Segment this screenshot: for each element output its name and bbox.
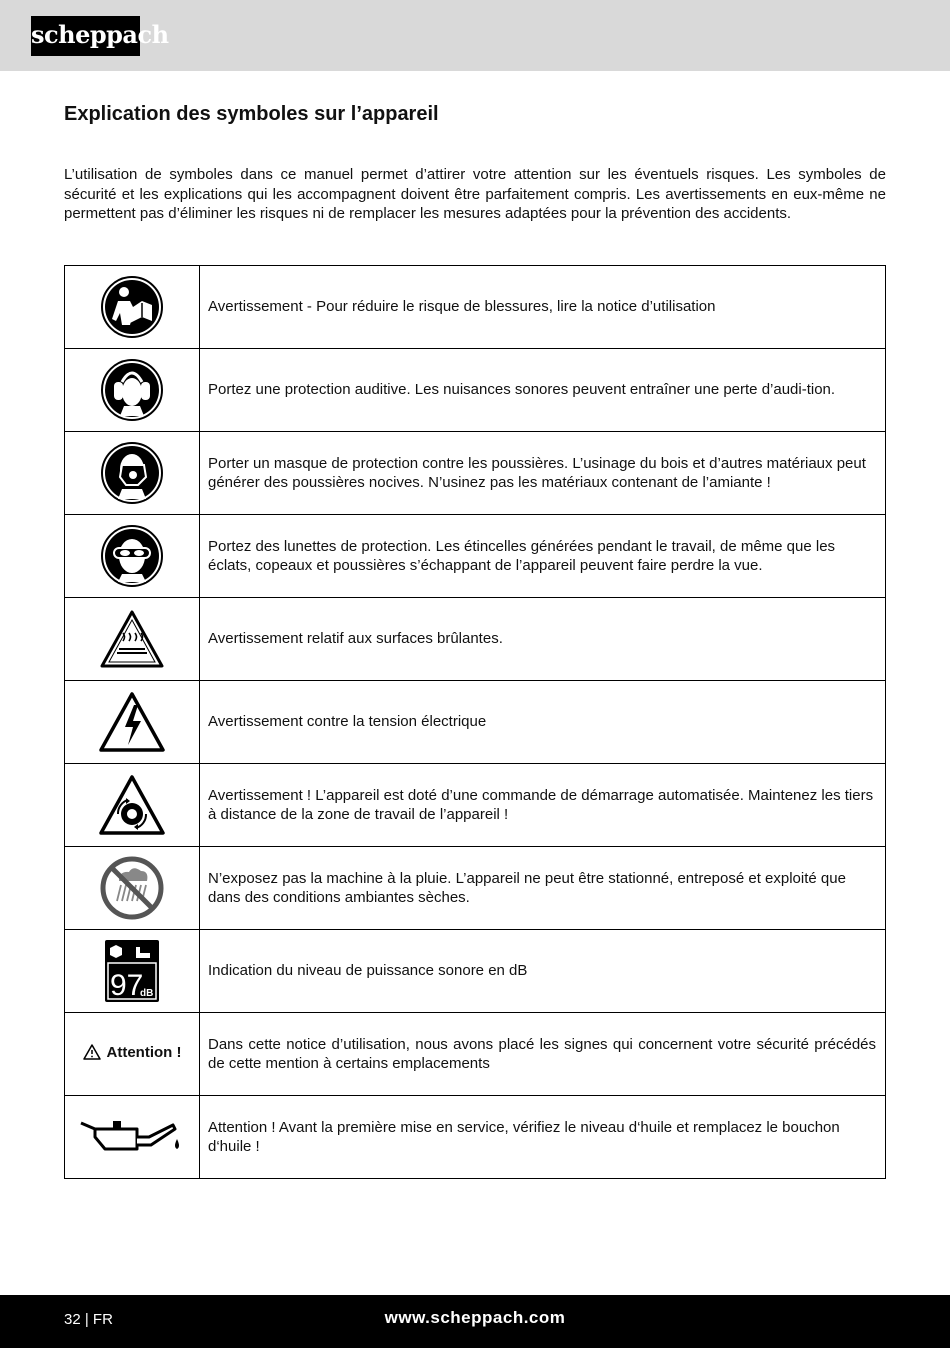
symbol-description: N’exposez pas la machine à la pluie. L’appareil ne peut être stationné, entreposé et exploité que dans des conditions ambiantes sèches. <box>200 847 886 930</box>
icon-cell <box>65 764 200 847</box>
symbol-row <box>65 847 886 930</box>
symbol-description: Dans cette notice d’utilisation, nous avons placé les signes qui concernent votre sécurité précédés de cette mention à certains emplacements <box>200 1013 886 1096</box>
ear-protection-icon <box>65 358 199 422</box>
symbol-row <box>65 1013 886 1096</box>
hot-surface-warning-icon <box>65 609 199 669</box>
symbol-description: Avertissement relatif aux surfaces brûlantes. <box>200 598 886 681</box>
symbol-row <box>65 681 886 764</box>
symbol-row <box>65 266 886 349</box>
page-title: Explication des symboles sur l’appareil <box>64 103 439 125</box>
oil-can-icon <box>65 1115 199 1159</box>
symbol-description: Porter un masque de protection contre les poussières. L’usinage du bois et d’autres matériaux peut générer des poussières nocives. N’usinez pas les matériaux contenant de l’amiante ! <box>200 432 886 515</box>
symbol-description: Avertissement - Pour réduire le risque de blessures, lire la notice d’utilisation <box>200 266 886 349</box>
attention-label <box>83 1044 182 1061</box>
sound-power-level-icon <box>65 939 199 1003</box>
icon-cell <box>65 598 200 681</box>
no-rain-icon <box>65 855 199 921</box>
icon-cell <box>65 681 200 764</box>
icon-cell <box>65 266 200 349</box>
symbol-row <box>65 764 886 847</box>
scheppach-logo: scheppach <box>31 16 140 56</box>
safety-goggles-icon <box>65 524 199 588</box>
symbol-row <box>65 1096 886 1179</box>
icon-cell <box>65 847 200 930</box>
automatic-start-warning-icon <box>65 774 199 836</box>
page-number: 32 | FR <box>64 1311 113 1328</box>
symbol-row <box>65 598 886 681</box>
icon-cell <box>65 1096 200 1179</box>
symbol-description: Portez des lunettes de protection. Les étincelles générées pendant le travail, de même que les éclats, copeaux et poussières s’échappant de l’appareil peuvent faire perdre la vue. <box>200 515 886 598</box>
intro-paragraph: L’utilisation de symboles dans ce manuel permet d’attirer votre attention sur les éventuels risques. Les symboles de sécurité et les explications qui les accompagnent doivent être parfaitement compris. Les avertissements en eux-même ne permettent pas d’éliminer les risques ni de remplacer les mesures adaptées pour la prévention des accidents. <box>64 166 886 222</box>
sound-level-value: 97 <box>110 969 144 1002</box>
warning-triangle-icon <box>83 1044 101 1060</box>
electric-voltage-warning-icon <box>65 691 199 753</box>
symbol-description: Attention ! Avant la première mise en service, vérifiez le niveau d‘huile et remplacez le bouchon d‘huile ! <box>200 1096 886 1179</box>
symbol-row <box>65 349 886 432</box>
symbol-row <box>65 930 886 1013</box>
symbol-description: Portez une protection auditive. Les nuisances sonores peuvent entraîner une perte d’audi-tion. <box>200 349 886 432</box>
icon-cell <box>65 515 200 598</box>
icon-cell <box>65 349 200 432</box>
dust-mask-icon <box>65 441 199 505</box>
symbol-row <box>65 432 886 515</box>
header-band <box>0 0 950 71</box>
attention-text: Attention ! <box>106 1043 182 1061</box>
icon-cell <box>65 930 200 1013</box>
icon-cell <box>65 432 200 515</box>
website-link[interactable]: www.scheppach.com <box>384 1308 566 1327</box>
symbol-description: Indication du niveau de puissance sonore en dB <box>200 930 886 1013</box>
read-manual-icon <box>65 275 199 339</box>
footer-band <box>0 1295 950 1348</box>
symbol-description: Avertissement ! L’appareil est doté d’une commande de démarrage automatisée. Maintenez les tiers à distance de la zone de travail de l’appareil ! <box>200 764 886 847</box>
sound-level-unit: dB <box>140 988 154 999</box>
symbols-table <box>64 265 886 1179</box>
symbol-row <box>65 515 886 598</box>
symbol-description: Avertissement contre la tension électrique <box>200 681 886 764</box>
icon-cell <box>65 1013 200 1096</box>
